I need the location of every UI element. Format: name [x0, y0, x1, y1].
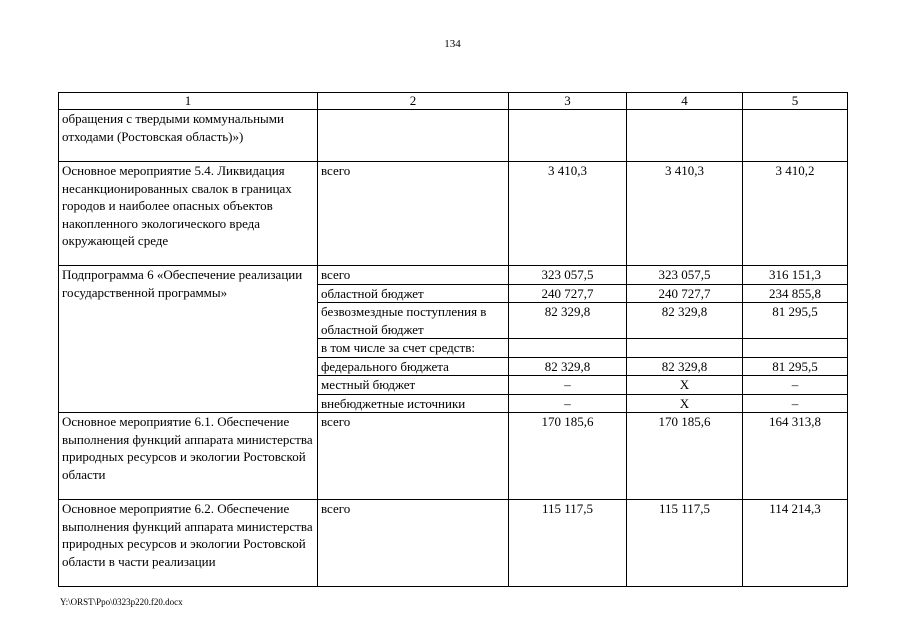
header-cell-3: 3	[509, 93, 627, 110]
funding-source-cell: областной бюджет	[318, 284, 509, 303]
funding-source-cell: всего	[318, 266, 509, 285]
value-cell-col4: 115 117,5	[627, 500, 743, 587]
row-name-cell: Основное мероприятие 6.2. Обеспечение выполнения функций аппарата министерства природных ресурсов и экологии Ростовской области в части реализации	[59, 500, 318, 587]
funding-source-cell: в том числе за счет средств:	[318, 339, 509, 358]
header-cell-2: 2	[318, 93, 509, 110]
funding-source-cell: федерального бюджета	[318, 357, 509, 376]
value-cell-col4	[627, 339, 743, 358]
value-cell-col4: 170 185,6	[627, 413, 743, 500]
row-name-cell: обращения с твердыми коммунальными отходами (Ростовская область)»)	[59, 110, 318, 162]
value-cell-col4	[627, 110, 743, 162]
value-cell-col5	[743, 339, 848, 358]
value-cell-col4: 323 057,5	[627, 266, 743, 285]
page-number: 134	[444, 38, 461, 50]
value-cell-col4: Х	[627, 376, 743, 395]
header-cell-4: 4	[627, 93, 743, 110]
table-row	[59, 413, 848, 500]
table-row	[59, 110, 848, 162]
value-cell-col3: 323 057,5	[509, 266, 627, 285]
funding-source-cell: всего	[318, 162, 509, 266]
funding-source-cell	[318, 110, 509, 162]
value-cell-col3: 3 410,3	[509, 162, 627, 266]
table-header-row	[59, 93, 848, 110]
value-cell-col5: 316 151,3	[743, 266, 848, 285]
funding-source-cell: местный бюджет	[318, 376, 509, 395]
value-cell-col5: 81 295,5	[743, 303, 848, 339]
value-cell-col3	[509, 339, 627, 358]
value-cell-col5: 3 410,2	[743, 162, 848, 266]
funding-source-cell: всего	[318, 413, 509, 500]
value-cell-col4: 82 329,8	[627, 357, 743, 376]
table-row	[59, 266, 848, 285]
value-cell-col5: 81 295,5	[743, 357, 848, 376]
document-file-path: Y:\ORST\Ppo\0323p220.f20.docx	[60, 597, 183, 607]
value-cell-col3: 170 185,6	[509, 413, 627, 500]
value-cell-col5: –	[743, 376, 848, 395]
header-cell-1: 1	[59, 93, 318, 110]
value-cell-col3: –	[509, 394, 627, 413]
budget-table	[58, 92, 848, 587]
value-cell-col4: 3 410,3	[627, 162, 743, 266]
value-cell-col5: 114 214,3	[743, 500, 848, 587]
value-cell-col4: 82 329,8	[627, 303, 743, 339]
value-cell-col4: Х	[627, 394, 743, 413]
table-row	[59, 500, 848, 587]
table-row	[59, 162, 848, 266]
value-cell-col3: 240 727,7	[509, 284, 627, 303]
value-cell-col3: –	[509, 376, 627, 395]
row-name-cell: Основное мероприятие 5.4. Ликвидация несанкционированных свалок в границах городов и наиболее опасных объектов накопленного экологического вреда окружающей среде	[59, 162, 318, 266]
funding-source-cell: всего	[318, 500, 509, 587]
value-cell-col4: 240 727,7	[627, 284, 743, 303]
row-name-cell: Подпрограмма 6 «Обеспечение реализации государственной программы»	[59, 266, 318, 413]
value-cell-col5	[743, 110, 848, 162]
value-cell-col3: 82 329,8	[509, 303, 627, 339]
funding-source-cell: внебюджетные источники	[318, 394, 509, 413]
value-cell-col5: 164 313,8	[743, 413, 848, 500]
row-name-cell: Основное мероприятие 6.1. Обеспечение выполнения функций аппарата министерства природных ресурсов и экологии Ростовской области	[59, 413, 318, 500]
value-cell-col5: –	[743, 394, 848, 413]
value-cell-col3	[509, 110, 627, 162]
value-cell-col3: 115 117,5	[509, 500, 627, 587]
value-cell-col5: 234 855,8	[743, 284, 848, 303]
value-cell-col3: 82 329,8	[509, 357, 627, 376]
funding-source-cell: безвозмездные поступления в областной бюджет	[318, 303, 509, 339]
header-cell-5: 5	[743, 93, 848, 110]
